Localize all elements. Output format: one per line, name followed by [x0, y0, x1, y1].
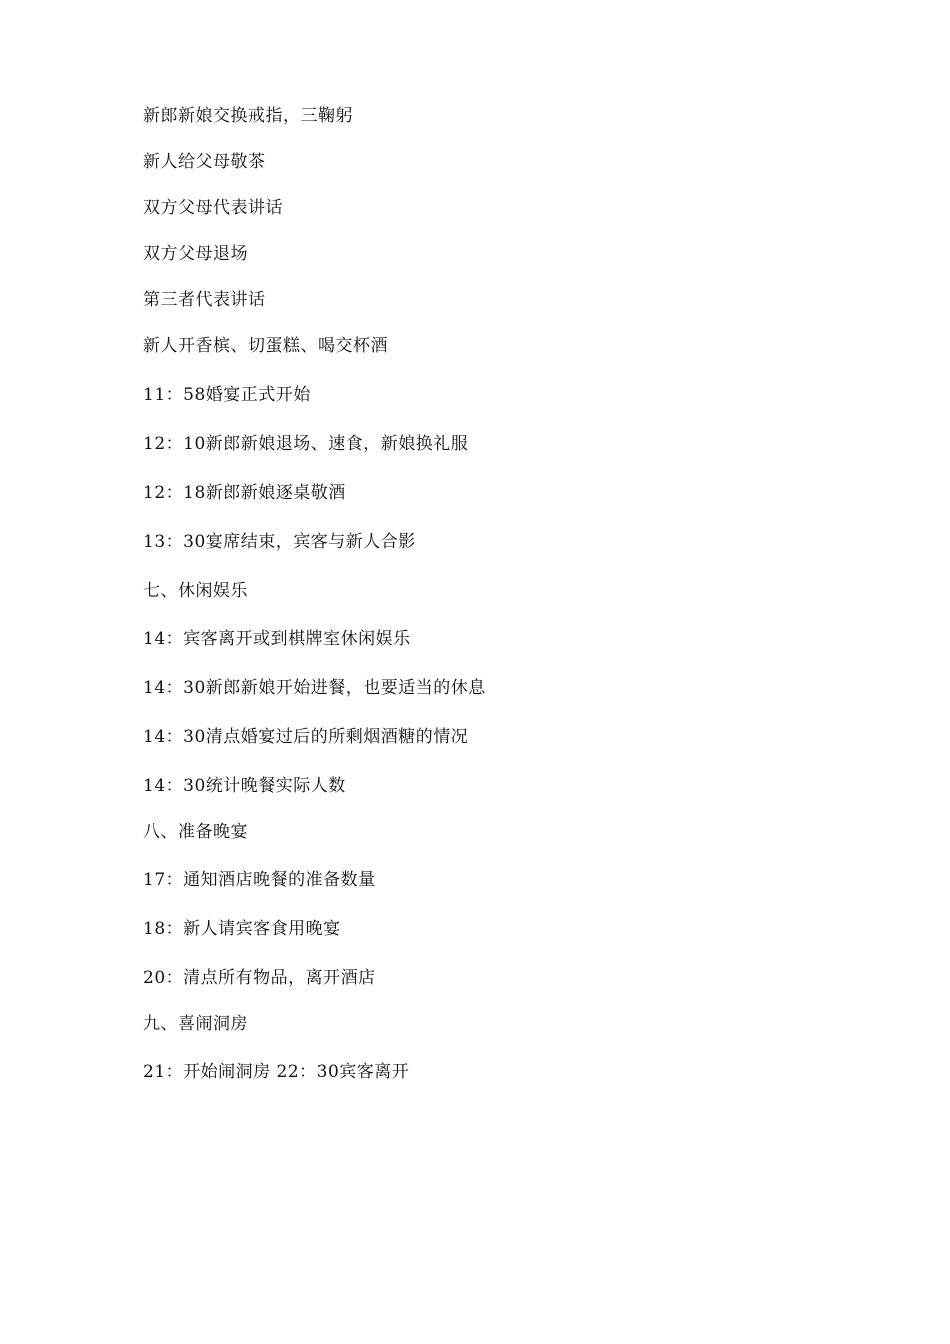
text-line-banquet-end: 13：30宴席结束，宾客与新人合影 — [143, 532, 416, 552]
text-line-bridal-chamber-times: 21：开始闹洞房 22：30宾客离开 — [143, 1062, 410, 1082]
text-line-leave-hotel: 20：清点所有物品，离开酒店 — [143, 968, 376, 988]
text-line-parents-exit: 双方父母退场 — [143, 244, 248, 264]
text-line-couple-exit: 12：10新郎新娘退场、速食，新娘换礼服 — [143, 434, 469, 454]
text-line-third-party-speech: 第三者代表讲话 — [143, 290, 266, 310]
section-heading-leisure: 七、休闲娱乐 — [143, 581, 248, 601]
text-line-dinner-banquet: 18：新人请宾客食用晚宴 — [143, 919, 341, 939]
section-heading-dinner-prep: 八、准备晚宴 — [143, 822, 248, 842]
text-line-tea-ceremony: 新人给父母敬茶 — [143, 152, 266, 172]
text-line-banquet-start: 11：58婚宴正式开始 — [143, 385, 311, 405]
text-line-parents-speech: 双方父母代表讲话 — [143, 198, 283, 218]
text-line-ring-exchange: 新郎新娘交换戒指，三鞠躬 — [143, 106, 353, 126]
text-line-dinner-count: 14：30统计晚餐实际人数 — [143, 776, 346, 796]
text-line-champagne-cake: 新人开香槟、切蛋糕、喝交杯酒 — [143, 336, 388, 356]
text-line-toasting: 12：18新郎新娘逐桌敬酒 — [143, 483, 346, 503]
text-line-couple-dining: 14：30新郎新娘开始进餐，也要适当的休息 — [143, 678, 486, 698]
text-line-notify-hotel: 17：通知酒店晚餐的准备数量 — [143, 870, 376, 890]
text-line-guests-leisure: 14：宾客离开或到棋牌室休闲娱乐 — [143, 629, 411, 649]
section-heading-bridal-chamber: 九、喜闹洞房 — [143, 1014, 248, 1034]
text-line-inventory: 14：30清点婚宴过后的所剩烟酒糖的情况 — [143, 727, 469, 747]
